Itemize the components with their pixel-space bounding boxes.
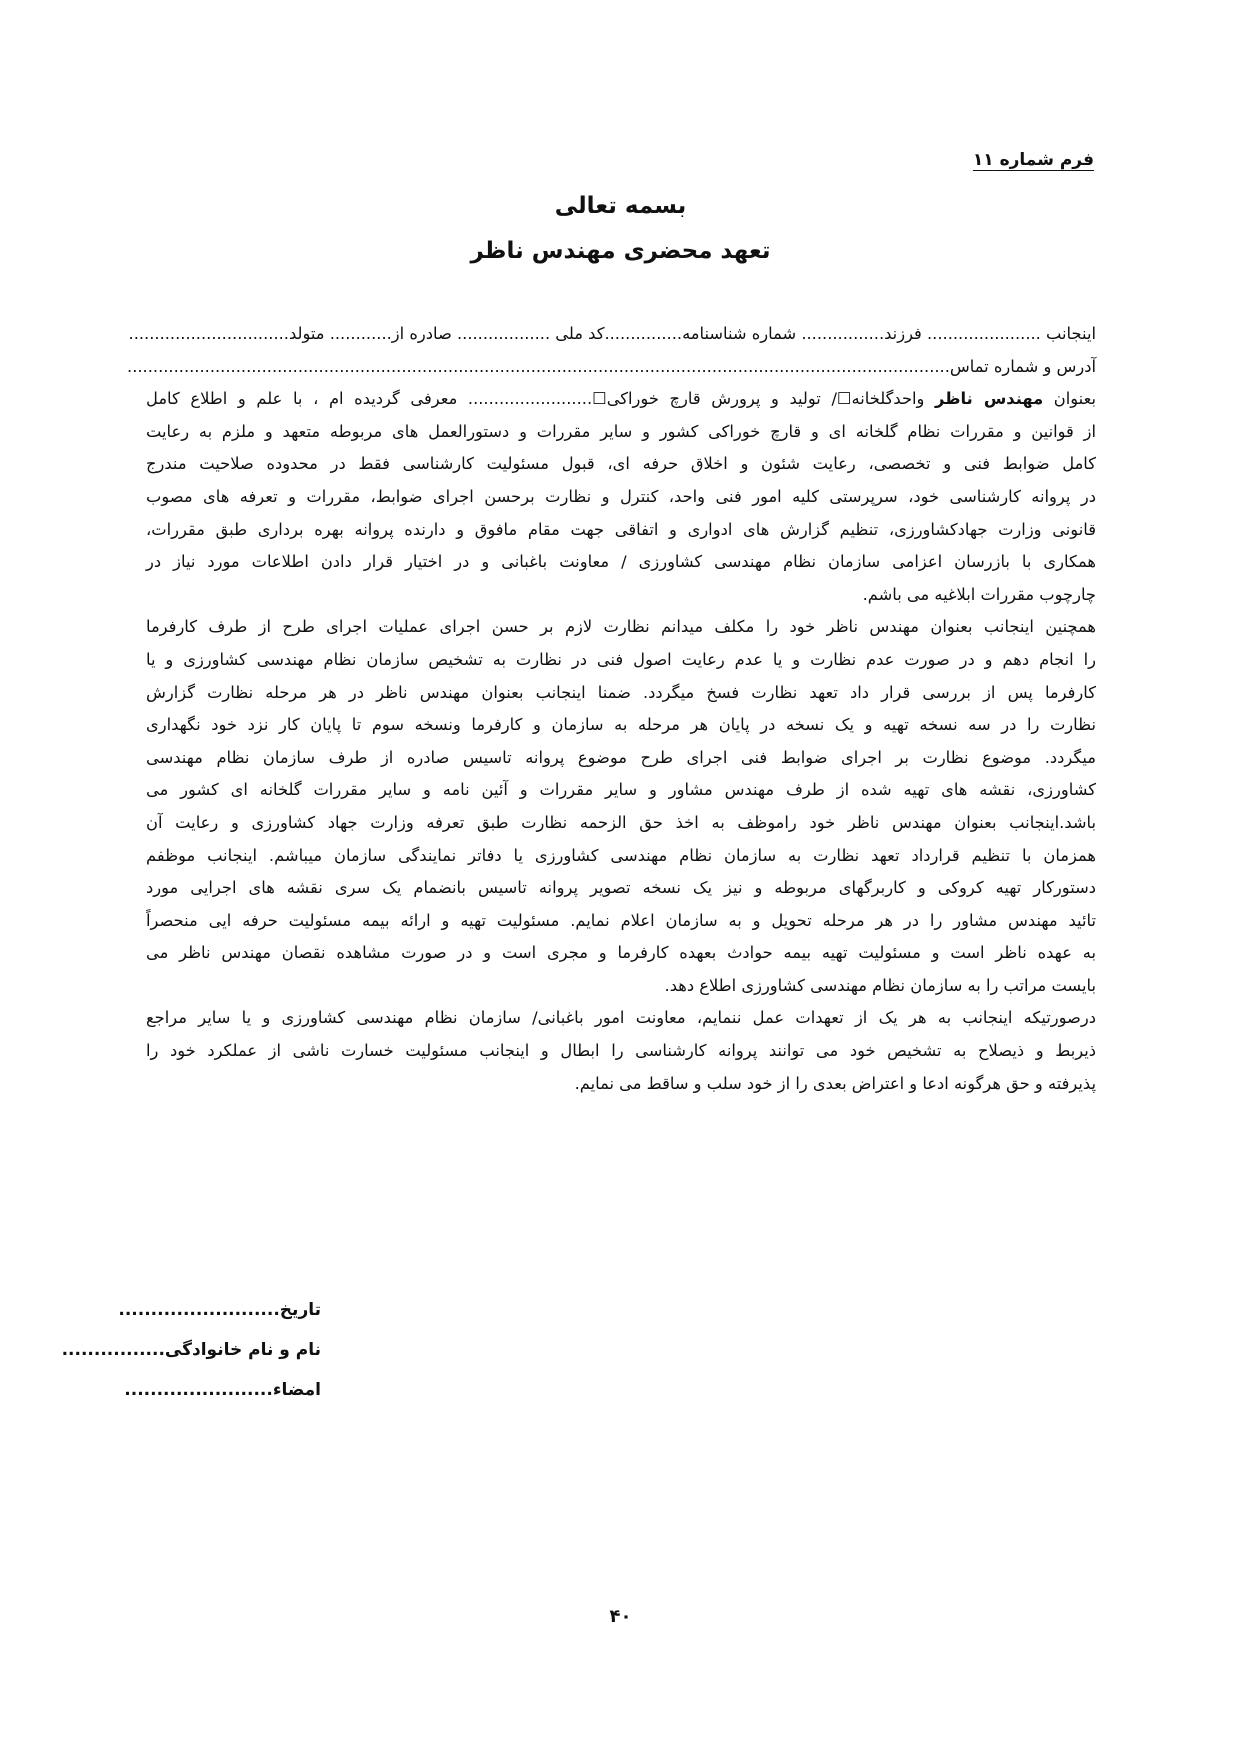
paragraph2-line: باشد.اینجانب بعنوان مهندس ناظر خود راموظف به اخذ حق الزحمه نظارت طبق تعرفه وزارت جهاد کشاورزی و رعایت آن	[146, 812, 1096, 832]
paragraph1-line: همکاری با بازرسان اعزامی سازمان نظام مهندسی کشاورزی / معاونت باغبانی و در اختیار قرار دادن اطلاعات مورد نیاز در	[146, 552, 1096, 572]
role-title: مهندس ناظر	[935, 389, 1044, 409]
paragraph3-line: درصورتیکه اینجانب به هر یک از تعهدات عمل ننمایم، معاونت امور باغبانی/ سازمان نظام مهندسی کشاورزی و یا سایر مراجع	[146, 1008, 1096, 1028]
paragraph2-line: بایست مراتب را به سازمان نظام مهندسی کشاورزی اطلاع دهد.	[664, 975, 1096, 995]
identity-fields-line: اینجانب ...................... فرزند................ شماره شناسنامه...............کد ملی .................. صادره از............ متولد...............................	[128, 324, 1096, 343]
signature-block	[62, 1290, 321, 1410]
paragraph1-line: کامل ضوابط فنی و تخصصی، رعایت شئون و اخلاق حرفه ای، قبول مسئولیت کارشناسی فقط در محدوده صلاحیت مندرج	[146, 454, 1096, 474]
paragraph2-line: کارفرما پس از بررسی قرار داد تعهد نظارت فسخ میگردد. ضمنا اینجانب بعنوان مهندس ناظر در هر مرحله نظارت گزارش	[146, 682, 1096, 702]
paragraph2-line: کشاورزی، نقشه های تهیه شده از طرف مهندس مشاور و سایر مقررات و آئین نامه و سایر مقررات گلخانه ای کشور می	[146, 780, 1096, 800]
paragraph2-line: دستورکار تهیه کروکی و کاربرگهای مربوطه و نیز یک نسخه تصویر پروانه تاسیس بانضمام یک سری نقشه های اجرایی مورد	[146, 878, 1096, 898]
paragraph2-line: نظارت را در سه نسخه تهیه و یک نسخه در پایان هر مرحله به سازمان و کارفرما ونسخه سوم تا پایان کار نزد خود نگهداری	[146, 715, 1096, 735]
paragraph2-line: به عهده ناظر است و مسئولیت تهیه بیمه حوادث بعهده کارفرما و مجری است و در صورت مشاهده نقصان مهندس ناظر می	[146, 943, 1096, 963]
paragraph1-line: چارچوب مقررات ابلاغیه می باشم.	[862, 584, 1096, 604]
document-title: تعهد محضری مهندس ناظر	[470, 238, 771, 264]
intro-line	[146, 383, 1096, 416]
intro-suffix: واحدگلخانه☐/ تولید و پرورش قارچ خوراکی☐........................ معرفی گردیده ام ، با علم و اطلاع کامل	[146, 389, 936, 409]
paragraph2-line: را انجام دهم و در صورت عدم نظارت و یا عدم رعایت اصول فنی در نظارت به تشخیص سازمان نظام مهندسی کشاورزی و یا	[146, 649, 1096, 669]
paragraph1-line: قانونی وزارت جهادکشاورزی، تنظیم گزارش های ادواری و اتفاقی جهت مقام مافوق و دارنده پروانه بهره برداری طبق مقررات،	[146, 519, 1096, 539]
address-field-line: آدرس و شماره تماس...............................................................................................................................................................	[127, 356, 1096, 376]
paragraph2-line: میگردد. موضوع نظارت بر اجرای ضوابط فنی اجرای طرح موضوع پروانه تاسیس صادره از طرف سازمان نظام مهندسی	[146, 747, 1096, 767]
paragraph2-line: همچنین اینجانب بعنوان مهندس ناظر خود را مکلف میدانم نظارت لازم بر حسن اجرای عملیات اجرای طرح از طرف کارفرما	[146, 617, 1096, 637]
commitment-body	[127, 318, 1096, 1100]
basmala-heading: بسمه تعالی	[554, 193, 687, 219]
paragraph3-line: پذیرفته و حق هرگونه ادعا و اعتراض بعدی را از خود سلب و ساقط می نمایم.	[574, 1073, 1096, 1093]
paragraph2-line: تائید مهندس مشاور را در هر مرحله تحویل و به سازمان اعلام نمایم. مسئولیت تهیه و ارائه بیمه مسئولیت حرفه ایی منحصراً	[146, 910, 1096, 930]
date-field: تاریخ.........................	[118, 1300, 321, 1320]
full-name-field: نام و نام خانوادگی................	[61, 1340, 321, 1360]
intro-prefix: بعنوان	[1043, 389, 1096, 409]
paragraph1-line: در پروانه کارشناسی خود، سرپرستی کلیه امور فنی واحد، کنترل و نظارت برحسن اجرای ضوابط، مقررات و تعرفه های مصوب	[146, 486, 1096, 506]
form-number: فرم شماره ۱۱	[972, 150, 1094, 170]
signature-field: امضاء.......................	[124, 1380, 321, 1400]
paragraph2-line: همزمان با تنظیم قرارداد تعهد نظارت به سازمان نظام مهندسی کشاورزی یا دفاتر نمایندگی سازمان میباشم. اینجانب موظفم	[146, 845, 1096, 865]
paragraph3-line: ذیربط و ذیصلاح به تشخیص خود می توانند پروانه کارشناسی را ابطال و اینجانب مسئولیت خسارت ناشی از عملکرد خود را	[146, 1041, 1096, 1061]
page-number: ۴۰	[609, 1606, 632, 1627]
paragraph1-line: از قوانین و مقررات نظام گلخانه ای و قارچ خوراکی کشور و سایر مقررات و دستورالعمل های مربوطه متعهد و ملزم به رعایت	[146, 421, 1096, 441]
